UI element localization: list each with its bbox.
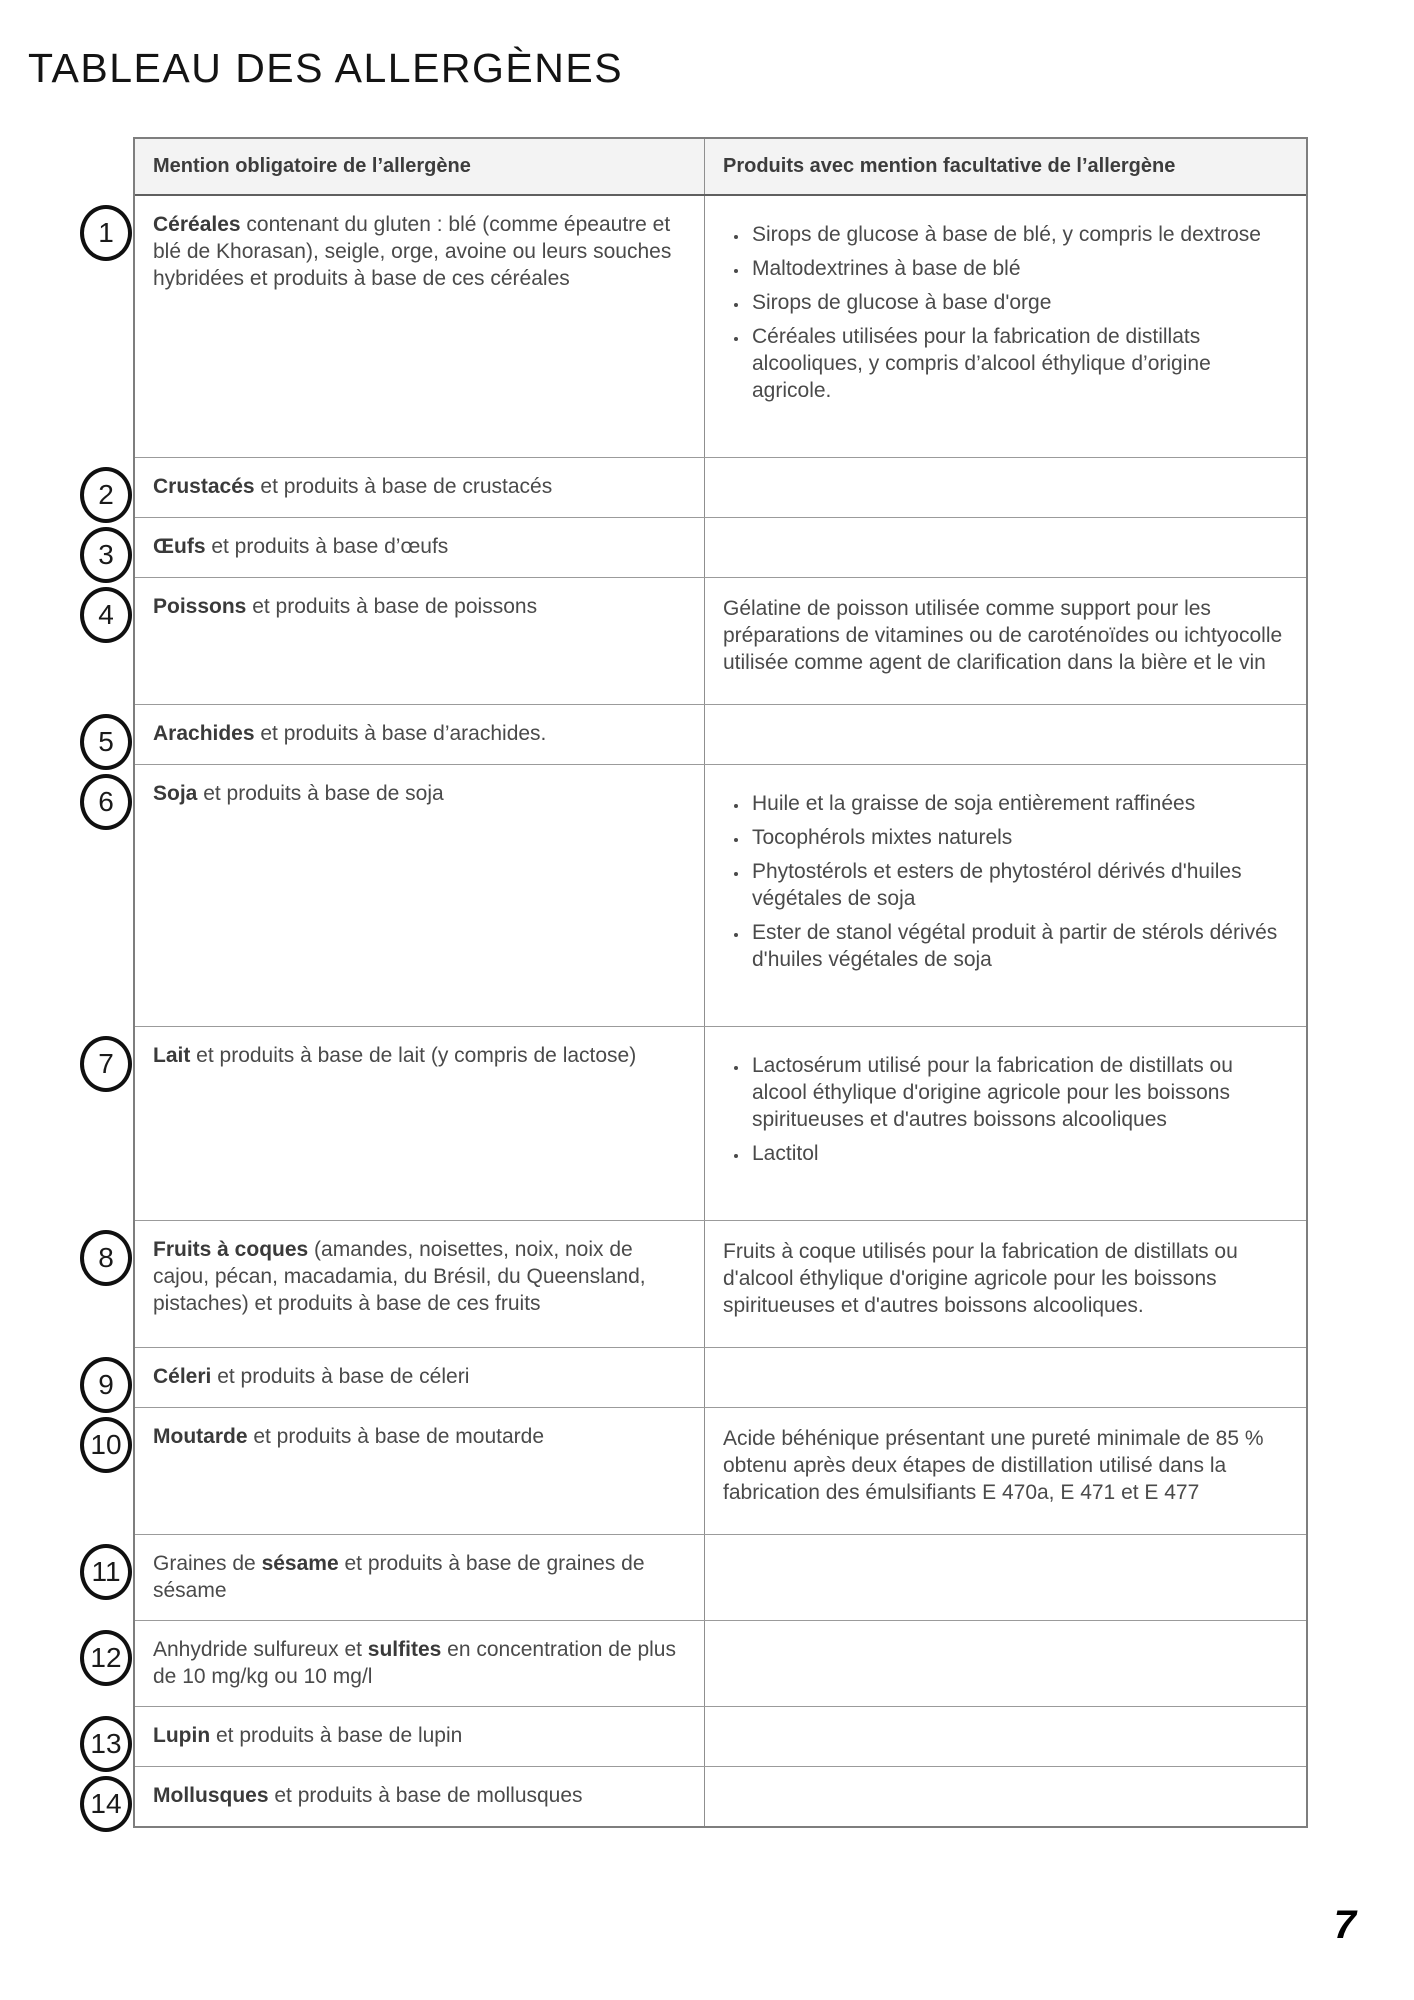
row-number-badge: [80, 774, 132, 830]
row-number-label: 13: [90, 1728, 122, 1759]
row-number-badge: [80, 1716, 132, 1772]
list-item: • Sirops de glucose à base de blé, y compris le dextrose: [749, 221, 1288, 248]
allergen-table: [90, 137, 1308, 1828]
column-header-optional: Produits avec mention facultative de l’allergène: [723, 155, 1176, 177]
row-number-label: 2: [98, 479, 114, 510]
list-item: • Maltodextrines à base de blé: [749, 255, 1288, 282]
optional-mention-cell: Fruits à coque utilisés pour la fabrication de distillats ou d'alcool éthylique d'origine agricole pour les boissons spiritueuses et d'autres boissons alcooliques.: [723, 1240, 1238, 1317]
optional-mention-cell: [705, 458, 1306, 517]
row-number-label: 9: [98, 1369, 114, 1400]
optional-mentions-list: [723, 221, 1288, 404]
optional-mention-cell: [705, 1535, 1306, 1620]
optional-mentions-list: [723, 790, 1288, 973]
table-header-row: [135, 139, 1306, 196]
row-number-badge: [80, 1230, 132, 1286]
row-number-badge: [80, 1357, 132, 1413]
row-number-label: 14: [90, 1788, 122, 1819]
allergen-cell: Lupin et produits à base de lupin: [135, 1707, 705, 1766]
optional-mention-cell: Gélatine de poisson utilisée comme support pour les préparations de vitamines ou de caroténoïdes ou ichtyocolle utilisée comme agent de clarification dans la bière et le vin: [723, 597, 1283, 674]
table-row: [90, 1407, 1306, 1534]
row-number-label: 1: [98, 217, 114, 248]
table-row: [98, 1220, 1306, 1347]
optional-mention-cell: [705, 1348, 1306, 1407]
list-item: • Tocophérols mixtes naturels: [749, 824, 1288, 851]
allergen-cell: Poissons et produits à base de poissons: [135, 578, 705, 704]
optional-mention-cell: [705, 765, 1306, 1026]
list-item: • Phytostérols et esters de phytostérol dérivés d'huiles végétales de soja: [749, 858, 1288, 912]
optional-mentions-list: [723, 1052, 1288, 1167]
list-item: • Lactosérum utilisé pour la fabrication de distillats ou alcool éthylique d'origine agricole pour les boissons spiritueuses et d'autres boissons alcooliques: [749, 1052, 1288, 1133]
table-row: [98, 196, 1306, 457]
table-row: [98, 764, 1306, 1026]
allergen-cell: Graines de sésame et produits à base de graines de sésame: [135, 1535, 705, 1620]
table-row: [98, 517, 1306, 577]
row-number-badge: [80, 467, 132, 523]
row-number-badge: [80, 527, 132, 583]
list-item: • Lactitol: [749, 1140, 1288, 1167]
optional-mention-cell: [705, 1027, 1306, 1220]
table-row: [90, 1620, 1306, 1706]
allergen-table-inner: [90, 137, 1308, 1828]
list-item: • Sirops de glucose à base d'orge: [749, 289, 1288, 316]
row-number-badge: [80, 714, 132, 770]
row-number-label: 7: [98, 1048, 114, 1079]
allergen-cell: Moutarde et produits à base de moutarde: [135, 1408, 705, 1534]
row-number-label: 4: [98, 599, 114, 630]
allergen-cell: Lait et produits à base de lait (y compris de lactose): [135, 1027, 705, 1220]
table-row: [98, 577, 1306, 704]
allergen-cell: Anhydride sulfureux et sulfites en concentration de plus de 10 mg/kg ou 10 mg/l: [135, 1621, 705, 1706]
row-number-badge: [80, 1544, 132, 1600]
optional-mention-cell: Acide béhénique présentant une pureté minimale de 85 % obtenu après deux étapes de distillation utilisé dans la fabrication des émulsifiants E 470a, E 471 et E 477: [723, 1427, 1264, 1504]
allergen-cell: Mollusques et produits à base de mollusques: [135, 1767, 705, 1826]
allergen-cell: Œufs et produits à base d’œufs: [135, 518, 705, 577]
allergen-cell: Fruits à coques (amandes, noisettes, noix, noix de cajou, pécan, macadamia, du Brésil, du Queensland, pistaches) et produits à base de ces fruits: [135, 1221, 705, 1347]
allergen-cell: Céréales contenant du gluten : blé (comme épeautre et blé de Khorasan), seigle, orge, avoine ou leurs souches hybridées et produits à base de ces céréales: [135, 196, 705, 457]
optional-mention-cell: [705, 1621, 1306, 1706]
row-number-badge: [80, 205, 132, 261]
table-row: [98, 1347, 1306, 1407]
page-title: TABLEAU DES ALLERGÈNES: [28, 45, 624, 92]
optional-mention-cell: [705, 196, 1306, 457]
allergen-cell: Céleri et produits à base de céleri: [135, 1348, 705, 1407]
optional-mention-cell: [705, 518, 1306, 577]
optional-mention-cell: [705, 1767, 1306, 1826]
list-item: • Ester de stanol végétal produit à partir de stérols dérivés d'huiles végétales de soja: [749, 919, 1288, 973]
row-number-label: 10: [90, 1429, 122, 1460]
row-number-badge: [80, 1036, 132, 1092]
column-header-mandatory: Mention obligatoire de l’allergène: [135, 139, 705, 194]
row-number-label: 12: [90, 1642, 122, 1673]
table-row: [98, 457, 1306, 517]
allergen-cell: Crustacés et produits à base de crustacés: [135, 458, 705, 517]
list-item: • Huile et la graisse de soja entièrement raffinées: [749, 790, 1288, 817]
table-row: [98, 704, 1306, 764]
row-number-label: 6: [98, 786, 114, 817]
row-number-label: 5: [98, 726, 114, 757]
row-number-label: 8: [98, 1242, 114, 1273]
row-number-badge: [80, 1417, 132, 1473]
allergen-cell: Soja et produits à base de soja: [135, 765, 705, 1026]
row-number-label: 3: [98, 539, 114, 570]
optional-mention-cell: [705, 705, 1306, 764]
row-number-label: 11: [91, 1556, 121, 1587]
row-number-badge: [80, 587, 132, 643]
row-number-badge: [80, 1776, 132, 1832]
allergen-cell: Arachides et produits à base d’arachides.: [135, 705, 705, 764]
row-number-badge: [80, 1630, 132, 1686]
optional-mention-cell: [705, 1707, 1306, 1766]
table-row: [90, 1766, 1306, 1826]
table-row: [98, 1026, 1306, 1220]
table-row: [90, 1706, 1306, 1766]
allergen-table-body: [90, 196, 1306, 1826]
table-row: [91, 1534, 1306, 1620]
page-number: 7: [1333, 1903, 1356, 1947]
list-item: • Céréales utilisées pour la fabrication de distillats alcooliques, y compris d’alcool éthylique d’origine agricole.: [749, 323, 1288, 404]
